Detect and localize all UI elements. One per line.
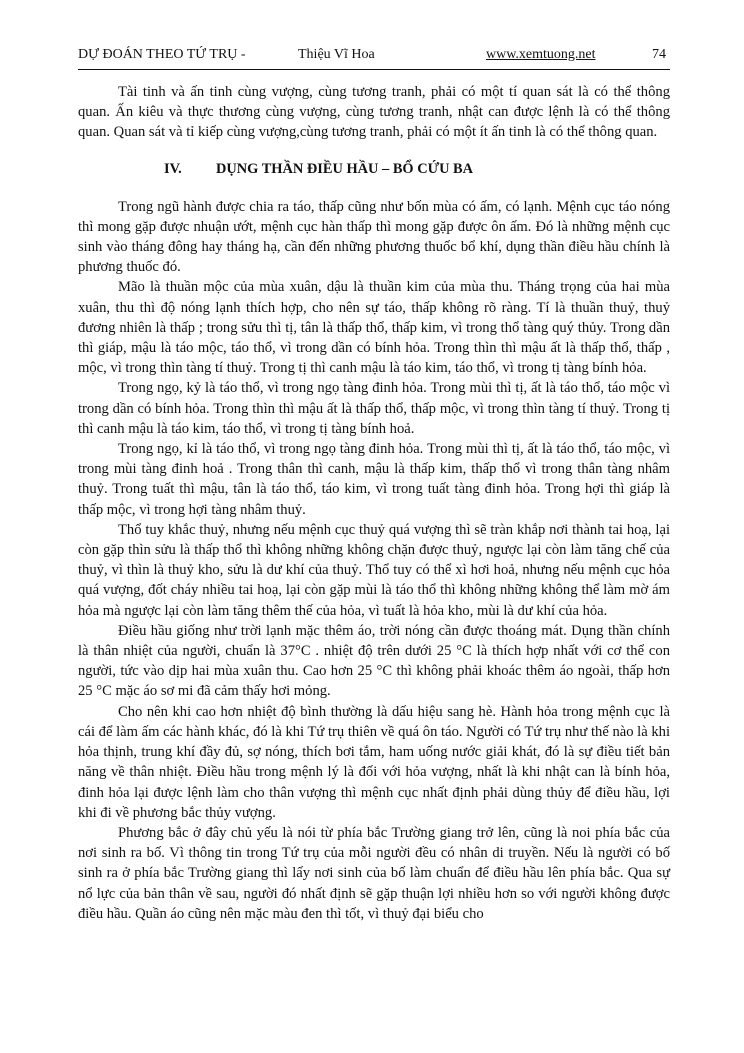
running-header [78, 46, 670, 68]
paragraph: Cho nên khi cao hơn nhiệt độ bình thường là dấu hiệu sang hè. Hành hỏa trong mệnh cục là cái để làm ấm các hành khác, đó là khi Tứ trụ thiên về quá ôn táo. Người có Tứ trụ như thế nào là khi hỏa thịnh, trung khí đầy đủ, sợ nóng, thích bơi tắm, ham uống nước giải khát, đó là sự điều tiết bản năng về thân nhiệt. Điều hầu trong mệnh lý là đối với hỏa vượng, nhất là khi nhật can là bính hỏa, đinh hỏa lại được lệnh làm cho thân vượng thì mệnh cục nhất định phải dùng thủy để điều hầu, lợi khi đi về phương bắc thủy vượng. [78, 703, 670, 821]
section-title: DỤNG THẦN ĐIỀU HẦU – BỔ CỨU BA [216, 160, 474, 177]
paragraph: Phương bắc ở đây chủ yếu là nói từ phía bắc Trường giang trở lên, cũng là noi phía bắc của nơi sinh ra bố. Vì thông tin trong Tứ trụ của mỗi người đều có nhân di truyền. Nếu là người có bố sinh ra ở phía bắc Trường giang thì lấy nơi sinh của bố làm chuẩn để điều hầu lên phía bắc. Qua sự nổ lực của bản thân về sau, người đó nhất định sẽ gặp thuận lợi nhiều hơn so với người không được điều hầu. Quần áo cũng nên mặc màu đen thì tốt, vì thuỷ đại biểu cho [78, 824, 670, 922]
paragraph: Thổ tuy khắc thuỷ, nhưng nếu mệnh cục thuỷ quá vượng thì sẽ tràn khắp nơi thành tai hoạ, lại còn gặp thìn sửu là thấp thổ thì không những không chặn được thuỷ, ngược lại còn làm tăng chế của thuỷ, vì thìn là thuỷ kho, sửu là dư khí của thuỷ. Thổ tuy có thể xì hơi hoả, nhưng nếu mệnh cục hỏa quá vượng, đốt cháy nhiều tai hoạ, lại còn gặp mùi là táo thổ thì không những không thể làm mờ ám hỏa mà ngược lại còn làm tăng thêm thế của hỏa, vì tuất là hỏa kho, mùi là dư khí của hỏa. [78, 521, 670, 619]
paragraph: Tài tinh và ấn tinh cùng vượng, cùng tương tranh, phải có một tí quan sát là có thể thông quan. Ấn kiêu và thực thương cùng vượng, cùng tương tranh, nhật can được lệnh là có thể thông quan. Quan sát và tỉ kiếp cùng vượng,cùng tương tranh, phải có một ít ấn tinh là có thể thông quan. [78, 84, 670, 141]
page-number: 74 [652, 47, 666, 62]
paragraph: Trong ngũ hành được chia ra táo, thấp cũng như bốn mùa có ấm, có lạnh. Mệnh cục táo nóng thì mong gặp được nhuận ướt, mệnh cục hàn thấp thì mong gặp được ôn ấm. Đó là những mệnh cục sinh vào tháng đông hay tháng hạ, cần đến những phương thuốc bổ khí, dụng thần điều hầu chính là phương thuốc đó. [78, 198, 670, 276]
section-number: IV. [164, 160, 182, 177]
header-divider [78, 69, 670, 70]
document-body [78, 82, 670, 924]
header-author: Thiệu Vĩ Hoa [298, 47, 375, 62]
paragraph: Mão là thuần mộc của mùa xuân, dậu là thuần kim của mùa thu. Tháng trọng của hai mùa xuân, thu thì độ nóng lạnh thích hợp, cho nên sự táo, thấp không rõ ràng. Tí là thuần thuỷ, thuỷ đương nhiên là thấp ; trong sửu thì tị, tân là thấp thổ, thấp kim, vì trong thổ tàng quý thủy. Trong dần thì giáp, mậu là táo mộc, táo thổ, vì trong dần có bính hỏa. Trong thìn thì mậu ất là thấp thổ, thấp , mộc, vì trong thìn tàng tí thuỷ. Trong tị thì canh mậu là táo kim, táo thổ, vì trong tị tàng bính hỏa. [78, 279, 670, 377]
header-website-link[interactable]: www.xemtuong.net [486, 47, 596, 62]
paragraph: Trong ngọ, kỷ là táo thổ, vì trong ngọ tàng đinh hỏa. Trong mùi thì tị, ất là táo thổ, táo mộc vì trong dần có bính hỏa. Trong thìn thì mậu ất là thấp thổ, thấp mộc, vì trong thìn tàng tí thuỷ. Trong tị thì canh mậu là táo kim, táo thổ, vì trong tị tàng bính hoả. [78, 380, 670, 437]
paragraph: Điều hầu giống như trời lạnh mặc thêm áo, trời nóng cần được thoáng mát. Dụng thần chính là thân nhiệt của người, chuẩn là 37°C . nhiệt độ trên dưới 25 °C là thích hợp nhất với cơ thể con người, tức vào dịp hai mùa xuân thu. Cao hơn 25 °C thì không phải khoác thêm áo ngoài, thấp hơn 25 °C mặc áo sơ mi đã cảm thấy hơi mỏng. [78, 622, 670, 700]
paragraph: Trong ngọ, kỉ là táo thổ, vì trong ngọ tàng đinh hỏa. Trong mùi thì tị, ất là táo thổ, táo mộc, vì trong mùi tàng đinh hoả . Trong thân thì canh, mậu là thấp kim, thấp thổ vì trong thân tàng nhâm thuỷ. Trong tuất thì mậu, tân là táo thổ, táo kim, vì trong tuất tàng đinh hỏa. Trong hợi thì giáp là thấp mộc, vì trong hợi tàng nhâm thuỷ. [78, 441, 670, 518]
header-title: DỰ ĐOÁN THEO TỨ TRỤ - [78, 47, 246, 62]
section-heading [164, 159, 670, 179]
